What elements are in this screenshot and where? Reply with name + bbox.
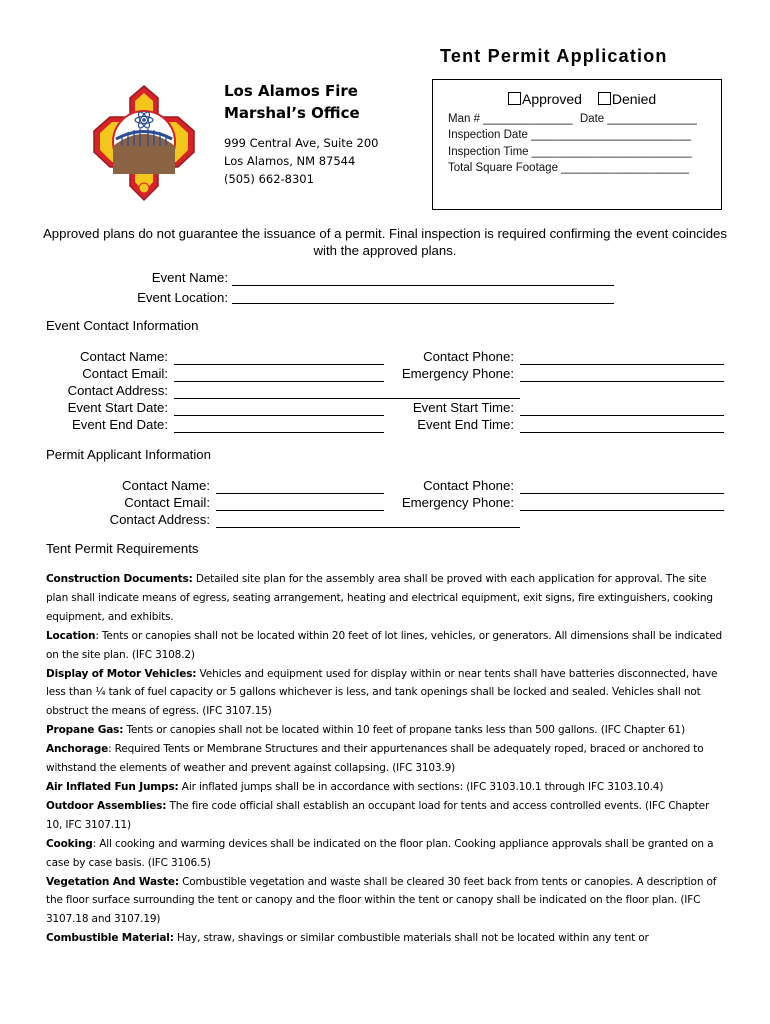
pa-contact-phone-input[interactable] — [520, 493, 724, 494]
office-use-box — [432, 79, 722, 210]
ec-contact-phone-input[interactable] — [520, 364, 724, 365]
org-address2: Los Alamos, NM 87544 — [224, 154, 356, 168]
pa-emergency-phone-input[interactable] — [520, 510, 724, 511]
ec-end-time-label: Event End Time: — [417, 417, 514, 432]
requirement-item: Combustible Material: Hay, straw, shavings or similar combustible materials shall not be located within any tent or — [46, 932, 649, 945]
fire-marshal-logo-icon — [92, 84, 196, 202]
pa-contact-email-input[interactable] — [216, 510, 384, 511]
inspection-date-field[interactable]: Inspection Date _________________________ — [448, 129, 691, 141]
ec-emergency-phone-input[interactable] — [520, 381, 724, 382]
ec-contact-name-input[interactable] — [174, 364, 384, 365]
ec-start-time-label: Event Start Time: — [412, 400, 514, 415]
man-number-field[interactable]: Man # ______________ — [448, 113, 573, 125]
ec-contact-email-input[interactable] — [174, 381, 384, 382]
requirement-item: Outdoor Assemblies: The fire code official shall establish an occupant load for tents and access controlled events. (IFC Chapter 10, IFC 3107.11) — [46, 799, 710, 831]
ec-emergency-phone-label: Emergency Phone: — [401, 366, 514, 381]
ec-contact-address-label: Contact Address: — [67, 383, 168, 398]
ec-contact-phone-label: Contact Phone: — [423, 349, 514, 364]
org-block — [224, 80, 379, 188]
event-location-label: Event Location: — [137, 290, 228, 305]
requirements-list — [46, 570, 728, 948]
event-name-input[interactable] — [232, 285, 614, 286]
pa-emergency-phone-label: Emergency Phone: — [401, 495, 514, 510]
denied-label: Denied — [611, 91, 657, 107]
pa-contact-name-label: Contact Name: — [122, 478, 210, 493]
requirement-item: Air Inflated Fun Jumps: Air inflated jumps shall be in accordance with sections: (IFC 3103.10.1 through IFC 3103.10.4) — [46, 780, 664, 793]
document-title: Tent Permit Application — [440, 46, 668, 66]
approved-checkbox[interactable] — [508, 92, 521, 105]
inspection-time-field[interactable]: Inspection Time _________________________ — [448, 146, 692, 158]
requirement-item: Cooking: All cooking and warming devices shall be indicated on the floor plan. Cooking appliance approvals shall be granted on a case by case basis. (IFC 3106.5) — [46, 837, 714, 869]
org-address1: 999 Central Ave, Suite 200 — [224, 136, 379, 150]
ec-contact-address-input[interactable] — [174, 398, 520, 399]
requirement-item: Construction Documents: Detailed site plan for the assembly area shall be proved with each application for approval. The site plan shall indicate means of egress, seating arrangement, heating and electrical equipment, exit signs, fire extinguishers, cooking equipment, and exhibits. — [46, 573, 713, 623]
requirement-item: Display of Motor Vehicles: Vehicles and equipment used for display within or near tents shall have batteries disconnected, have less than ¼ tank of fuel capacity or 5 gallons whichever is less, and tank openings shall be locked and sealed. Vehicles shall not obstruct the means of egress. (IFC 3107.15) — [46, 667, 718, 718]
date-field[interactable]: Date ______________ — [579, 113, 697, 125]
requirement-item: Propane Gas: Tents or canopies shall not be located within 10 feet of propane tanks less than 500 gallons. (IFC Chapter 61) — [46, 724, 686, 737]
pa-contact-name-input[interactable] — [216, 493, 384, 494]
pa-contact-phone-label: Contact Phone: — [423, 478, 514, 493]
pa-contact-email-label: Contact Email: — [124, 495, 210, 510]
org-name-line1: Los Alamos Fire — [224, 82, 358, 100]
org-name-line2: Marshal’s Office — [224, 104, 360, 122]
applicant-heading: Permit Applicant Information — [46, 447, 211, 462]
pa-contact-address-input[interactable] — [216, 527, 520, 528]
ec-start-date-label: Event Start Date: — [67, 400, 168, 415]
ec-end-date-label: Event End Date: — [71, 417, 168, 432]
ec-contact-name-label: Contact Name: — [80, 349, 168, 364]
requirement-item: Vegetation And Waste: Combustible vegetation and waste shall be cleared 30 feet back from tents or canopies. A description of the floor surface surrounding the tent or canopy and the floor within the tent or canopy shall be indicated on the floor plan. (IFC 3107.18 and 3107.19) — [46, 875, 717, 926]
org-phone: (505) 662-8301 — [224, 172, 314, 186]
notice-text: Approved plans do not guarantee the issuance of a permit. Final inspection is required confirming the event coincides with the approved plans. — [43, 226, 727, 258]
event-contact-heading: Event Contact Information — [46, 318, 199, 333]
requirement-item: Anchorage: Required Tents or Membrane Structures and their appurtenances shall be adequately roped, braced or anchored to withstand the elements of weather and prevent against collapsing. (IFC 3103.9) — [46, 743, 704, 775]
total-square-footage-field[interactable]: Total Square Footage ____________________ — [448, 162, 690, 174]
event-location-input[interactable] — [232, 303, 614, 304]
pa-contact-address-label: Contact Address: — [109, 512, 210, 527]
ec-end-time-input[interactable] — [520, 432, 724, 433]
event-name-label: Event Name: — [151, 270, 228, 285]
denied-checkbox[interactable] — [598, 92, 611, 105]
approved-label: Approved — [522, 91, 582, 107]
ec-contact-email-label: Contact Email: — [82, 366, 168, 381]
ec-end-date-input[interactable] — [174, 432, 384, 433]
requirement-item: Location: Tents or canopies shall not be located within 20 feet of lot lines, vehicles, or generators. All dimensions shall be indicated on the site plan. (IFC 3108.2) — [46, 629, 723, 661]
requirements-heading: Tent Permit Requirements — [46, 541, 199, 556]
ec-start-date-input[interactable] — [174, 415, 384, 416]
ec-start-time-input[interactable] — [520, 415, 724, 416]
